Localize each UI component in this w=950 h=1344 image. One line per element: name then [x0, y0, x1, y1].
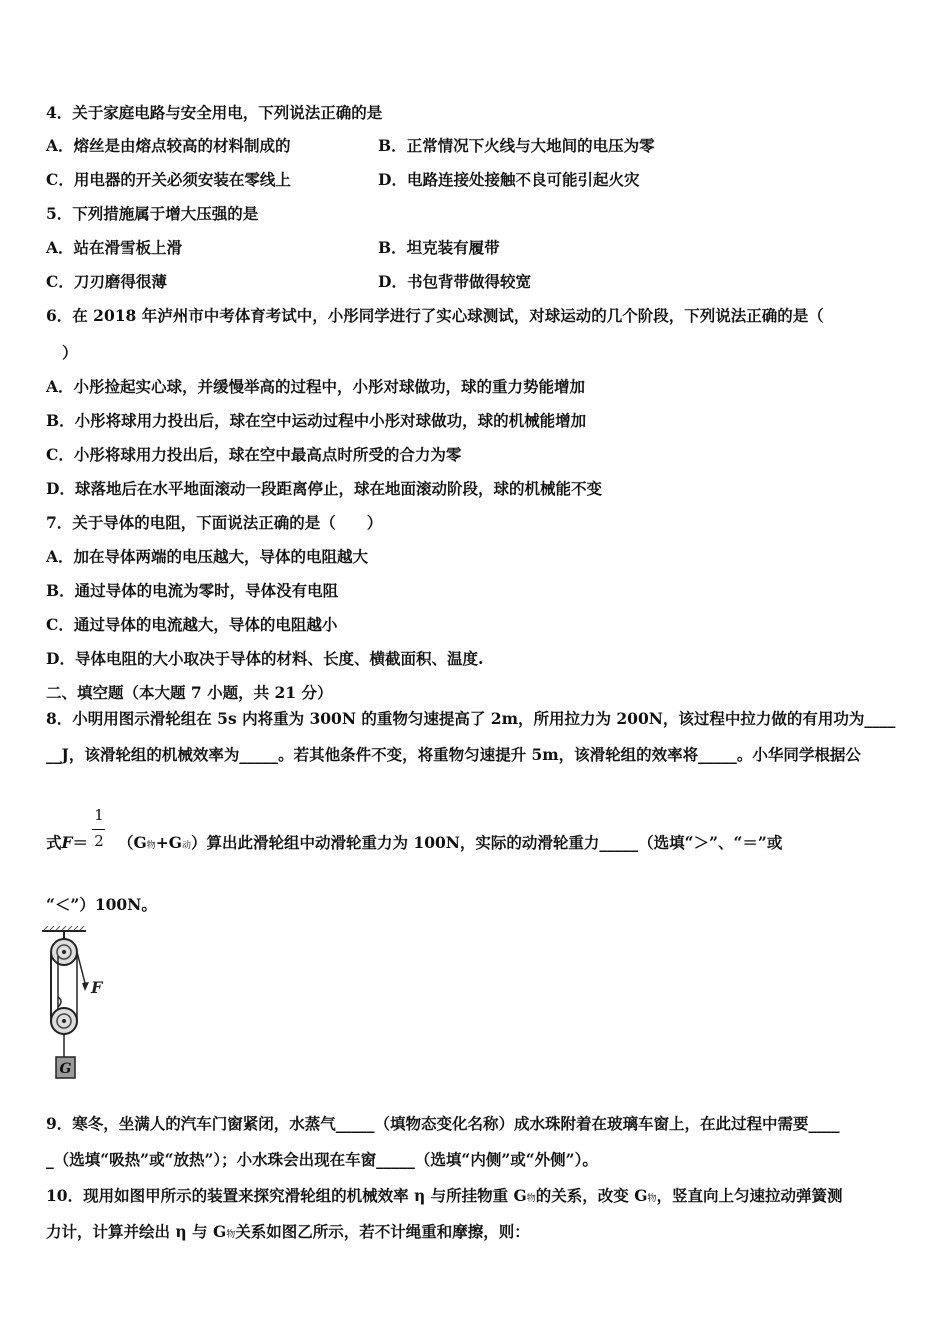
q5-option-d: D．书包背带做得较宽: [378, 272, 531, 291]
q6-option-c: C．小彤将球用力投出后，球在空中最高点时所受的合力为零: [46, 445, 462, 464]
q4-stem: 4．关于家庭电路与安全用电，下列说法正确的是: [46, 103, 383, 122]
formula-f: F: [61, 833, 73, 852]
formula-equals: ＝: [72, 833, 89, 852]
q10-line-2: [46, 1222, 530, 1245]
q7-option-c: C．通过导体的电流越大，导体的电阻越小: [46, 615, 338, 634]
q9-line-1: 9．寒冬，坐满人的汽车门窗紧闭，水蒸气_____（填物态变化名称）成水珠附着在玻璃车窗上，在此过程中需要____: [46, 1114, 840, 1133]
q4-option-c: C．用电器的开关必须安装在零线上: [46, 170, 291, 189]
q4-option-b: B．正常情况下火线与大地间的电压为零: [378, 136, 655, 155]
pulley-figure: [38, 925, 118, 1085]
q10-sub-1: 物: [526, 1194, 536, 1204]
sub-wu: 物: [146, 841, 156, 851]
q8-line-1: 8．小明用图示滑轮组在 5s 内将重为 300N 的重物匀速提高了 2m，所用拉力为 200N，该过程中拉力做的有用功为____: [46, 709, 896, 728]
q8-line-3-post: ）算出此滑轮组中动滑轮重力为 100N，实际的动滑轮重力_____（选填“＞”、“＝”或: [191, 833, 783, 852]
force-label: F: [91, 978, 103, 997]
q6-option-a: A．小彤捡起实心球，并缓慢举高的过程中，小彤对球做功，球的重力势能增加: [46, 377, 586, 396]
weight-label: G: [59, 1061, 72, 1077]
q7-stem: 7．关于导体的电阻，下面说法正确的是（ ）: [46, 513, 383, 532]
q4-option-a: A．熔丝是由熔点较高的材料制成的: [46, 136, 291, 155]
q10-text-2b: 关系如图乙所示，若不计绳重和摩擦，则：: [235, 1222, 530, 1241]
q5-option-a: A．站在滑雪板上滑: [46, 238, 183, 257]
q8-word-shi: 式: [46, 833, 62, 852]
q4-option-d: D．电路连接处接触不良可能引起火灾: [378, 170, 640, 189]
q7-option-b: B．通过导体的电流为零时，导体没有电阻: [46, 581, 339, 600]
q10-text-1b: 的关系，改变 G: [535, 1186, 648, 1205]
formula-open: （G: [118, 833, 147, 852]
q9-line-2: _（选填“吸热”或“放热”）；小水珠会出现在车窗_____（选填“内侧”或“外侧”）。: [46, 1150, 598, 1169]
q7-option-d: D．导体电阻的大小取决于导体的材料、长度、横截面积、温度.: [46, 649, 484, 668]
q5-stem: 5．下列措施属于增大压强的是: [46, 204, 259, 223]
q10-text-1a: 10．现用如图甲所示的装置来探究滑轮组的机械效率 η 与所挂物重 G: [46, 1186, 527, 1205]
q10-text-2a: 力计，计算并绘出 η 与 G: [46, 1222, 227, 1241]
section-heading: 二、填空题（本大题 7 小题，共 21 分）: [46, 683, 333, 702]
q5-option-b: B．坦克装有履带: [378, 238, 500, 257]
q8-line-3-prefix: [46, 833, 88, 853]
q8-line-3: [118, 833, 782, 856]
q6-option-d: D．球落地后在水平地面滚动一段距离停止，球在地面滚动阶段，球的机械能不变: [46, 479, 602, 498]
ceiling-hatch: [44, 926, 84, 930]
q7-option-a: A．加在导体两端的电压越大，导体的电阻越大: [46, 547, 369, 566]
q8-line-2: __J，该滑轮组的机械效率为_____。若其他条件不变，将重物匀速提升 5m，该滑轮组的效率将_____。小华同学根据公: [46, 745, 861, 764]
q6-stem-cont: ）: [62, 343, 78, 362]
q10-sub-3: 物: [226, 1230, 236, 1240]
sub-dong: 动: [182, 841, 192, 851]
fraction-denominator: 2: [94, 832, 104, 850]
q6-option-b: B．小彤将球用力投出后，球在空中运动过程中小彤对球做功，球的机械能增加: [46, 411, 587, 430]
fraction-numerator: 1: [94, 806, 104, 824]
formula-plus: +G: [155, 833, 182, 852]
q6-stem: 6．在 2018 年泸州市中考体育考试中，小彤同学进行了实心球测试，对球运动的几个阶段，下列说法正确的是（: [46, 306, 824, 325]
q10-sub-2: 物: [647, 1194, 657, 1204]
q10-line-1: [46, 1186, 842, 1209]
fraction-bar: [92, 829, 105, 830]
q10-text-1c: ，竖直向上匀速拉动弹簧测: [656, 1186, 843, 1205]
q5-option-c: C．刀刃磨得很薄: [46, 272, 167, 291]
q8-line-4: “＜”）100N。: [46, 895, 157, 914]
